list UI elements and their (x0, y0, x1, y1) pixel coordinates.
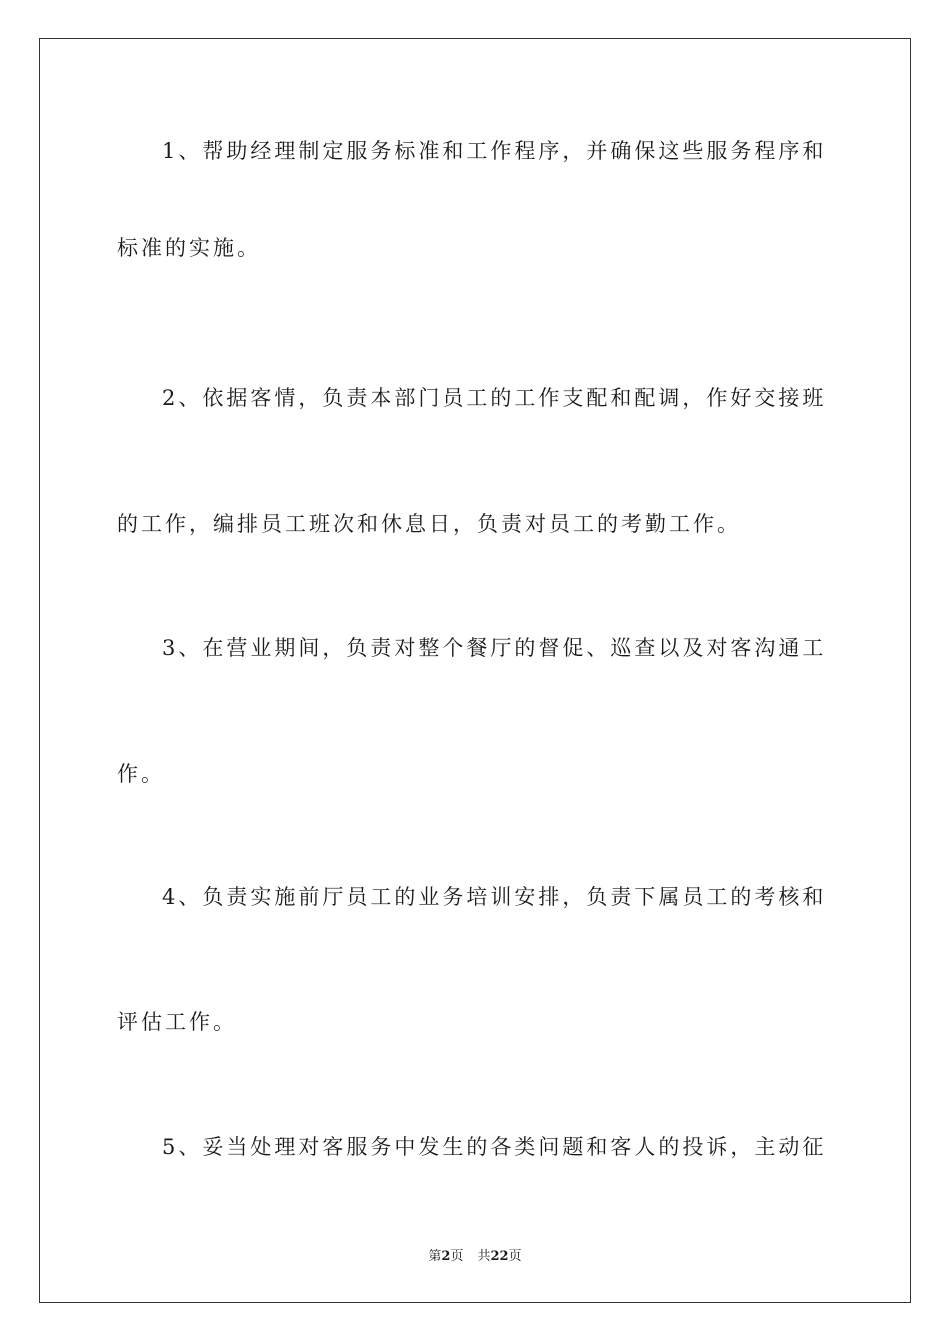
paragraph-4-line-2: 评估工作。 (117, 1010, 237, 1034)
paragraph-3-line-2: 作。 (117, 762, 165, 786)
total-suffix: 页 (508, 1249, 522, 1264)
page-suffix: 页 (450, 1249, 464, 1264)
paragraph-3-line-1: 3、在营业期间，负责对整个餐厅的督促、巡查以及对客沟通工 (162, 636, 827, 660)
total-pages: 22 (490, 1249, 509, 1264)
paragraph-2-line-1: 2、依据客情，负责本部门员工的工作支配和配调，作好交接班 (162, 386, 827, 410)
page-footer (0, 1248, 950, 1266)
page-prefix: 第 (428, 1249, 442, 1264)
paragraph-1-line-2: 标准的实施。 (117, 236, 261, 260)
paragraph-2-line-2: 的工作，编排员工班次和休息日，负责对员工的考勤工作。 (117, 512, 741, 536)
paragraph-5-line-1: 5、妥当处理对客服务中发生的各类问题和客人的投诉，主动征 (162, 1135, 827, 1159)
paragraph-4-line-1: 4、负责实施前厅员工的业务培训安排，负责下属员工的考核和 (162, 885, 827, 909)
page-number: 2 (441, 1249, 451, 1264)
page-border (39, 38, 911, 1303)
total-prefix: 共 (477, 1249, 491, 1264)
paragraph-1-line-1: 1、帮助经理制定服务标准和工作程序，并确保这些服务程序和 (162, 139, 827, 163)
